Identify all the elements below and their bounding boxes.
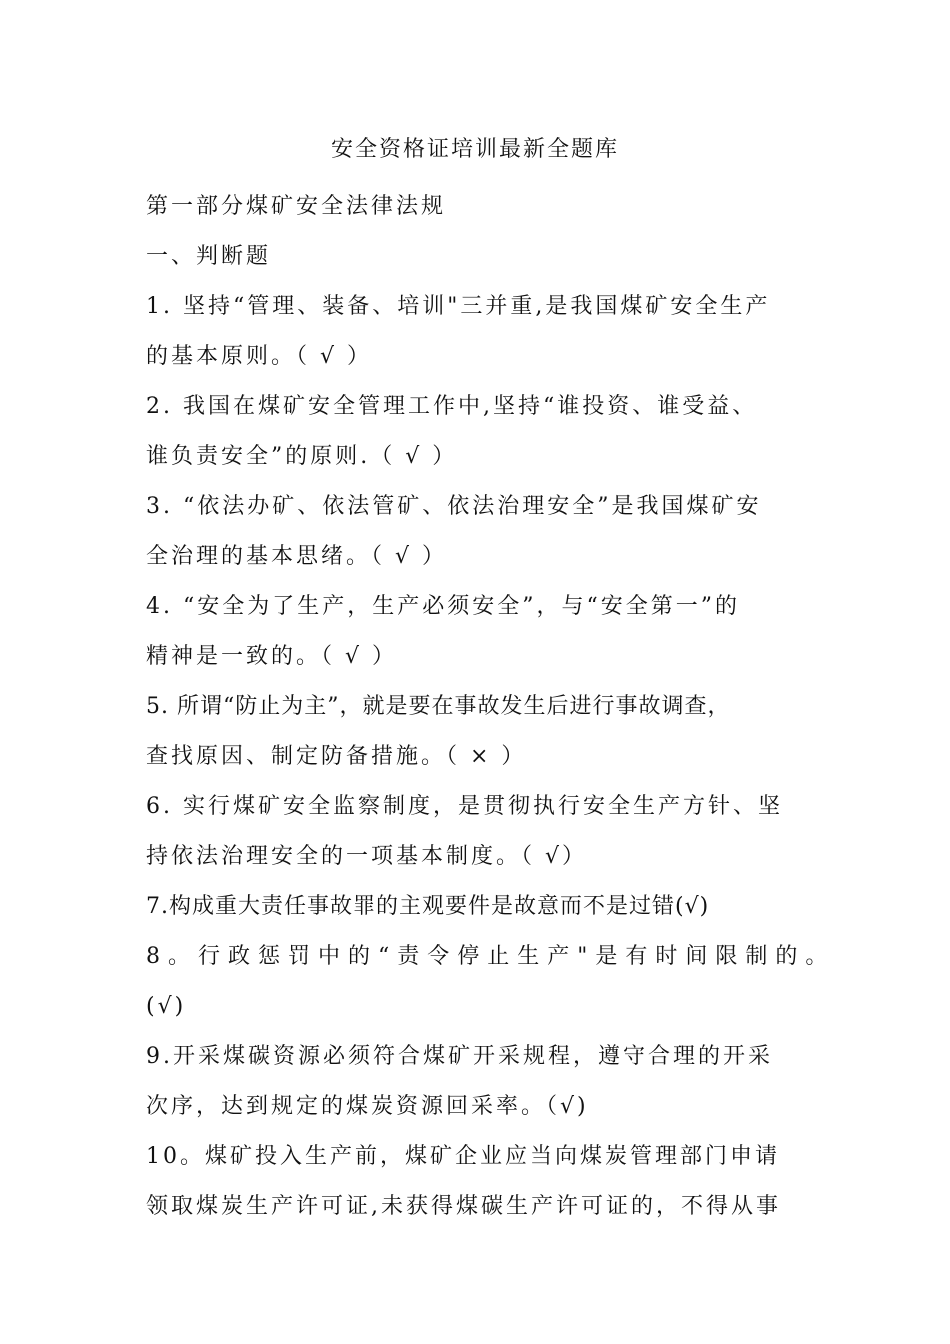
- question-4-line-2: 精神是一致的。（ √ ）: [146, 644, 398, 669]
- question-5-line-2: 查找原因、制定防备措施。（ × ）: [146, 744, 527, 769]
- question-6-line-2: 持依法治理安全的一项基本制度。（ √）: [146, 844, 588, 869]
- question-4-line-1: 4. “安全为了生产，生产必须安全”，与“安全第一”的: [146, 594, 740, 619]
- question-5-line-1: 5. 所谓“防止为主”，就是要在事故发生后进行事故调查，: [146, 694, 731, 719]
- section-heading: 第一部分煤矿安全法律法规: [146, 194, 447, 219]
- question-10-line-1: 10。煤矿投入生产前，煤矿企业应当向煤炭管理部门申请: [146, 1144, 780, 1169]
- question-2-line-1: 2. 我国在煤矿安全管理工作中,坚持“谁投资、谁受益、: [146, 394, 758, 419]
- question-3-line-2: 全治理的基本思绪。（ √ ）: [146, 544, 448, 569]
- question-1-line-1: 1. 坚持“管理、装备、培训"三并重,是我国煤矿安全生产: [146, 294, 771, 319]
- document-body: [146, 182, 836, 1232]
- question-7-line-1: 7.构成重大责任事故罪的主观要件是故意而不是过错(√): [146, 894, 710, 919]
- question-8-line-2: (√): [146, 994, 187, 1019]
- question-9-line-2: 次序，达到规定的煤炭资源回采率。（√): [146, 1094, 589, 1119]
- question-3-line-1: 3. “依法办矿、依法管矿、依法治理安全”是我国煤矿安: [146, 494, 762, 519]
- document-title: 安全资格证培训最新全题库: [330, 137, 619, 162]
- subsection-heading: 一、判断题: [146, 244, 272, 269]
- question-6-line-1: 6. 实行煤矿安全监察制度，是贯彻执行安全生产方针、坚: [146, 794, 783, 819]
- question-9-line-1: 9.开采煤碳资源必须符合煤矿开采规程，遵守合理的开采: [146, 1044, 773, 1069]
- question-8-line-1: 8。行政惩罚中的“责令停止生产"是有时间限制的。: [146, 944, 836, 969]
- question-2-line-2: 谁负责安全”的原则.（ √ ）: [146, 444, 458, 469]
- question-10-line-2: 领取煤炭生产许可证,未获得煤碳生产许可证的，不得从事: [146, 1194, 781, 1219]
- question-1-line-2: 的基本原则。（ √ ）: [146, 344, 373, 369]
